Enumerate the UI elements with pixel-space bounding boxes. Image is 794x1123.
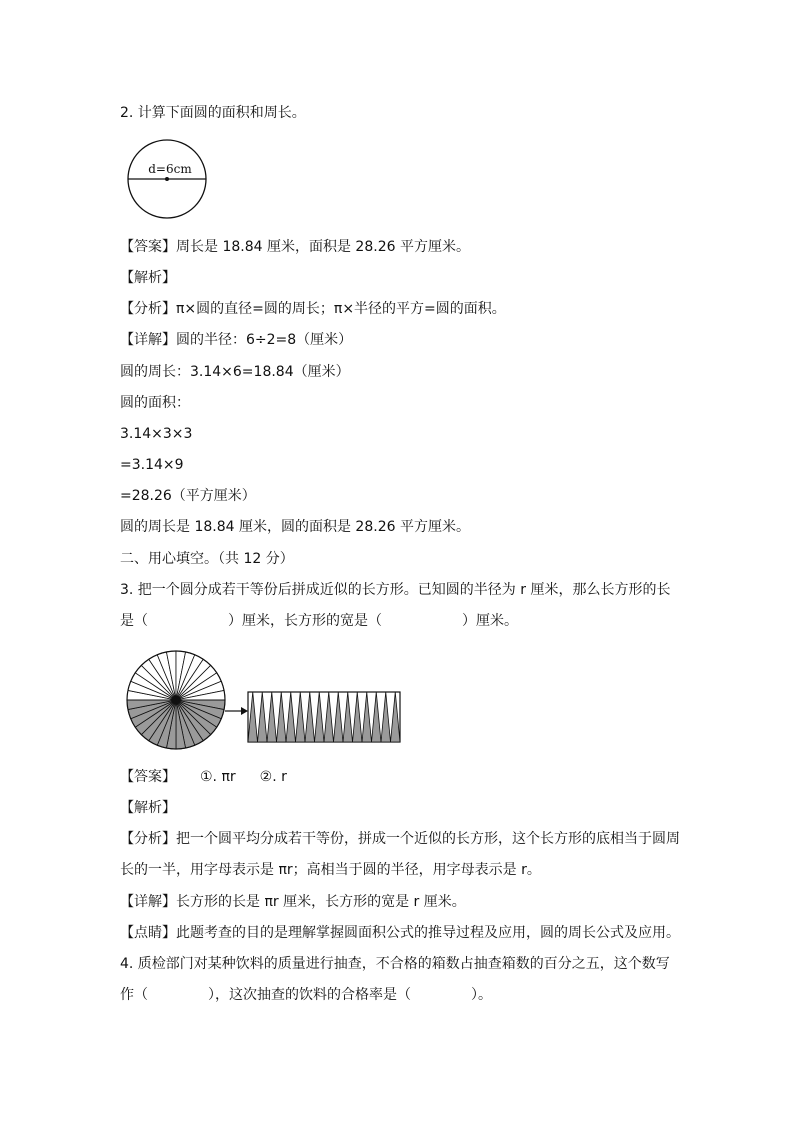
circle-to-rectangle-figure: [124, 650, 406, 752]
q2-line-4: 3.14×3×3: [120, 426, 193, 442]
q2-jiexi: 【解析】: [120, 270, 176, 286]
q3-dianjing: 【点睛】此题考查的目的是理解掌握圆面积公式的推导过程及应用，圆的周长公式及应用。: [120, 925, 680, 941]
q4-line-2-c: ）。: [471, 987, 492, 1003]
q2-line-3: 圆的面积：: [120, 395, 190, 411]
q3-line-2-a: 是（: [120, 613, 148, 629]
circle-diameter-figure: [124, 138, 210, 220]
q3-answer-2: ②. r: [259, 769, 287, 785]
q2-fenxi: 【分析】π×圆的直径=圆的周长；π×半径的平方=圆的面积。: [120, 301, 506, 317]
circle-diameter-label: d=6cm: [148, 162, 192, 176]
q2-line-7: 圆的周长是 18.84 厘米，圆的面积是 28.26 平方厘米。: [120, 519, 470, 535]
q2-title: 2. 计算下面圆的面积和周长。: [120, 105, 306, 121]
q4-line-2-a: 作（: [120, 987, 148, 1003]
q3-xiangjie: 【详解】长方形的长是 πr 厘米，长方形的宽是 r 厘米。: [120, 894, 466, 910]
q2-line-1: 【详解】圆的半径：6÷2=8（厘米）: [120, 332, 353, 348]
q3-answer-1: ①. πr: [200, 769, 236, 785]
q4-line-2: [120, 985, 492, 1005]
arrow-right-icon: [225, 707, 248, 715]
q3-line-2: [120, 611, 518, 631]
q3-answer: [120, 767, 287, 787]
q2-line-5: =3.14×9: [120, 457, 184, 473]
q3-line-2-b: ）厘米，长方形的宽是（: [228, 613, 382, 629]
q4-line-1: 4. 质检部门对某种饮料的质量进行抽查，不合格的箱数占抽查箱数的百分之五，这个数写: [120, 956, 670, 972]
q4-line-2-b: ），这次抽查的饮料的合格率是（: [208, 987, 411, 1003]
q3-fenxi-1: 【分析】把一个圆平均分成若干等份，拼成一个近似的长方形，这个长方形的底相当于圆周: [120, 831, 680, 847]
q3-line-1: 3. 把一个圆分成若干等份后拼成近似的长方形。已知圆的半径为 r 厘米，那么长方形的长: [120, 582, 671, 598]
q3-jiexi: 【解析】: [120, 800, 176, 816]
q3-answer-prefix: 【答案】: [120, 769, 176, 785]
q2-line-6: =28.26（平方厘米）: [120, 488, 256, 504]
section-2-title: 二、用心填空。（共 12 分）: [120, 551, 294, 567]
q3-fenxi-2: 长的一半，用字母表示是 πr；高相当于圆的半径，用字母表示是 r。: [120, 862, 541, 878]
q3-line-2-c: ）厘米。: [462, 613, 518, 629]
q2-answer: 【答案】周长是 18.84 厘米，面积是 28.26 平方厘米。: [120, 239, 470, 255]
q2-line-2: 圆的周长：3.14×6=18.84（厘米）: [120, 364, 350, 380]
